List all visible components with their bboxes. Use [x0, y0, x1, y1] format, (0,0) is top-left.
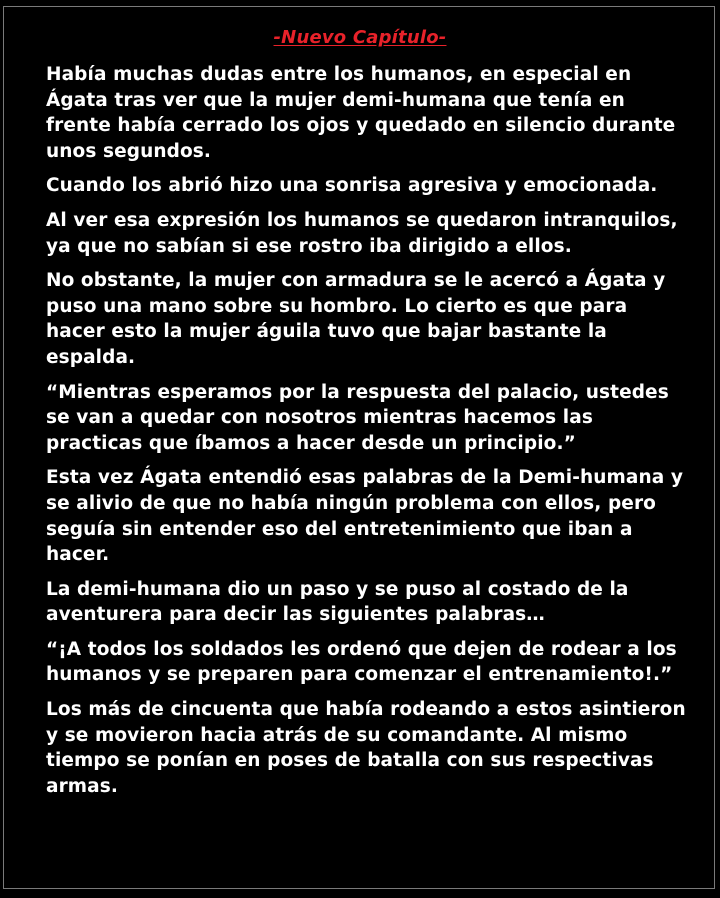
paragraph-5: “Mientras esperamos por la respuesta del palacio, ustedes se van a quedar con nosotros mientras hacemos las practicas que íbamos a hacer desde un principio.” — [46, 381, 669, 454]
paragraph-2: Cuando los abrió hizo una sonrisa agresiva y emocionada. — [46, 175, 658, 197]
paragraph-9: Los más de cincuenta que había rodeando a estos asintieron y se movieron hacia atrás de su comandante. Al mismo tiempo se ponían en poses de batalla con sus respectivas armas. — [46, 699, 686, 797]
chapter-body — [46, 62, 686, 808]
paragraph-4: No obstante, la mujer con armadura se le acercó a Ágata y puso una mano sobre su hombro. Lo cierto es que para hacer esto la mujer águila tuvo que bajar bastante la espalda. — [46, 270, 666, 368]
chapter-title: -Nuevo Capítulo- — [273, 27, 447, 48]
paragraph-3: Al ver esa expresión los humanos se quedaron intranquilos, ya que no sabían si ese rostro iba dirigido a ellos. — [46, 209, 678, 257]
paragraph-1: Había muchas dudas entre los humanos, en especial en Ágata tras ver que la mujer demi-humana que tenía en frente había cerrado los ojos y quedado en silencio durante unos segundos. — [46, 64, 676, 162]
paragraph-6: Esta vez Ágata entendió esas palabras de la Demi-humana y se alivio de que no había ningún problema con ellos, pero seguía sin entender eso del entretenimiento que iban a hacer. — [46, 467, 684, 566]
paragraph-7: La demi-humana dio un paso y se puso al costado de la aventurera para decir las siguientes palabras… — [46, 578, 629, 626]
paragraph-8: “¡A todos los soldados les ordenó que dejen de rodear a los humanos y se preparen para comenzar el entrenamiento!.” — [46, 638, 677, 686]
